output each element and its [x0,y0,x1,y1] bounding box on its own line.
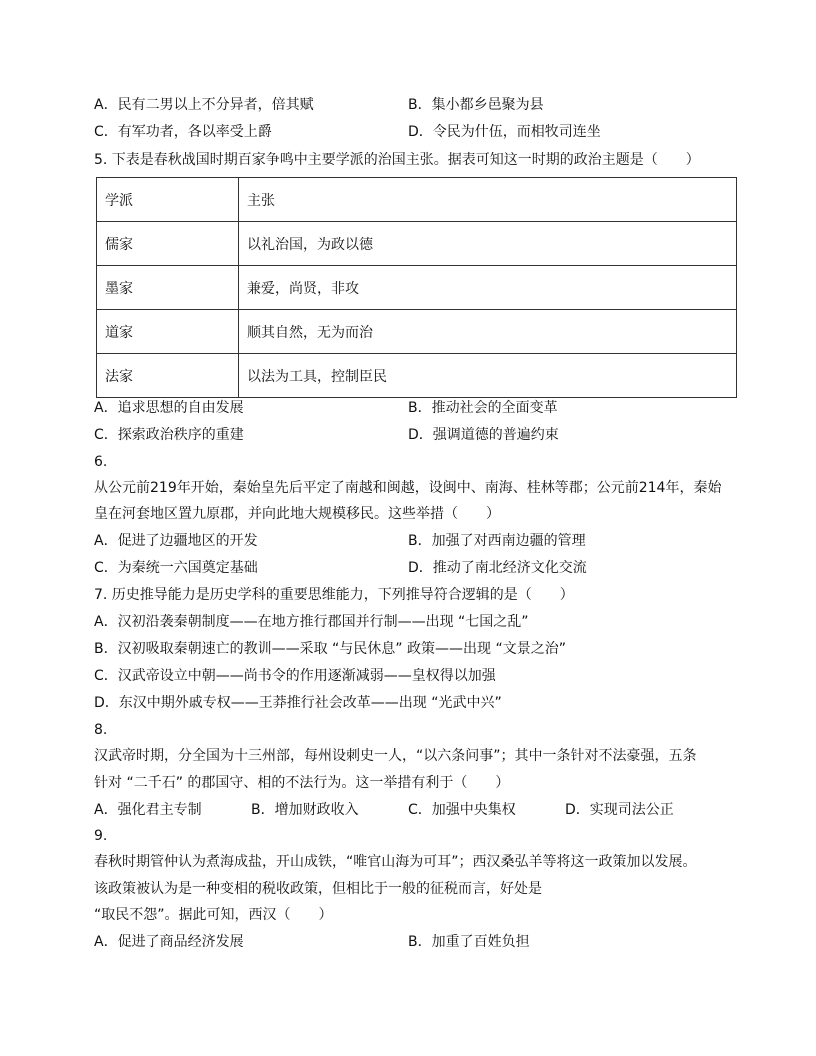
q8-stem-line-1: 汉武帝时期，分全国为十三州部，每州设刺史一人，“以六条问事”；其中一条针对不法豪强，五条 [94,748,697,764]
table-cell-school: 道家 [97,310,239,354]
q6-option-a: A．促进了边疆地区的开发 [94,533,258,549]
q5-option-a: A．追求思想的自由发展 [94,400,244,416]
q9-option-a: A．促进了商品经济发展 [94,934,244,950]
table-cell-proposition: 以礼治国，为政以德 [239,222,737,266]
q5-option-d: D．强调道德的普遍约束 [408,427,559,443]
q5-stem: 5. 下表是春秋战国时期百家争鸣中主要学派的治国主张。据表可知这一时期的政治主题是（ ） [94,152,700,168]
q4-option-d: D．令民为什伍，而相牧司连坐 [408,124,601,140]
q5-table [96,177,737,398]
q7-option-d: D．东汉中期外戚专权——王莽推行社会改革——出现 “光武中兴” [94,695,502,711]
q7-option-a: A．汉初沿袭秦朝制度——在地方推行郡国并行制——出现 “七国之乱” [94,614,529,630]
q6-option-b: B．加强了对西南边疆的管理 [408,533,586,549]
table-row [97,354,737,398]
q5-option-c: C．探索政治秩序的重建 [94,427,244,443]
q6-stem-line-2: 皇在河套地区置九原郡，并向此地大规模移民。这些举措（ ） [94,506,500,522]
q9-option-b: B．加重了百姓负担 [408,934,530,950]
q8-option-b: B．增加财政收入 [251,802,359,818]
table-cell-school: 儒家 [97,222,239,266]
table-cell-proposition: 以法为工具，控制臣民 [239,354,737,398]
q6-stem-line-1: 从公元前219年开始，秦始皇先后平定了南越和闽越，设闽中、南海、桂林等郡；公元前214年，秦始 [94,480,722,496]
q5-option-b: B．推动社会的全面变革 [408,400,558,416]
table-cell-proposition: 顺其自然，无为而治 [239,310,737,354]
q6-number: 6. [94,454,108,470]
q7-option-b: B．汉初吸取秦朝速亡的教训——采取 “与民休息” 政策——出现 “文景之治” [94,641,566,657]
table-header-row [97,178,737,222]
q9-stem-line-2: 该政策被认为是一种变相的税收政策，但相比于一般的征税而言，好处是 [94,881,542,897]
table-row [97,310,737,354]
q7-option-c: C．汉武帝设立中朝——尚书令的作用逐渐减弱——皇权得以加强 [94,668,496,684]
q6-option-c: C．为秦统一六国奠定基础 [94,560,258,576]
table-cell-proposition: 兼爱，尚贤，非攻 [239,266,737,310]
table-cell-school: 法家 [97,354,239,398]
table-cell-school: 墨家 [97,266,239,310]
q7-stem: 7. 历史推导能力是历史学科的重要思维能力，下列推导符合逻辑的是（ ） [94,587,574,603]
table-header-school: 学派 [97,178,239,222]
q8-option-d: D．实现司法公正 [565,802,674,818]
q8-stem-line-2: 针对 “二千石” 的郡国守、相的不法行为。这一举措有利于（ ） [94,775,510,791]
q4-option-b: B．集小都乡邑聚为县 [408,97,544,113]
table-row [97,266,737,310]
table-header-proposition: 主张 [239,178,737,222]
q8-number: 8. [94,722,108,738]
q6-option-d: D．推动了南北经济文化交流 [408,560,587,576]
q4-option-a: A．民有二男以上不分异者，倍其赋 [94,97,314,113]
q8-option-a: A．强化君主专制 [94,802,202,818]
q8-option-c: C．加强中央集权 [408,802,516,818]
q9-stem-line-3: “取民不怨”。据此可知，西汉（ ） [94,907,333,923]
q4-option-c: C．有军功者，各以率受上爵 [94,124,272,140]
table-row [97,222,737,266]
q9-stem-line-1: 春秋时期管仲认为煮海成盐，开山成铁，“唯官山海为可耳”；西汉桑弘羊等将这一政策加以发展。 [94,854,697,870]
q9-number: 9. [94,828,108,844]
